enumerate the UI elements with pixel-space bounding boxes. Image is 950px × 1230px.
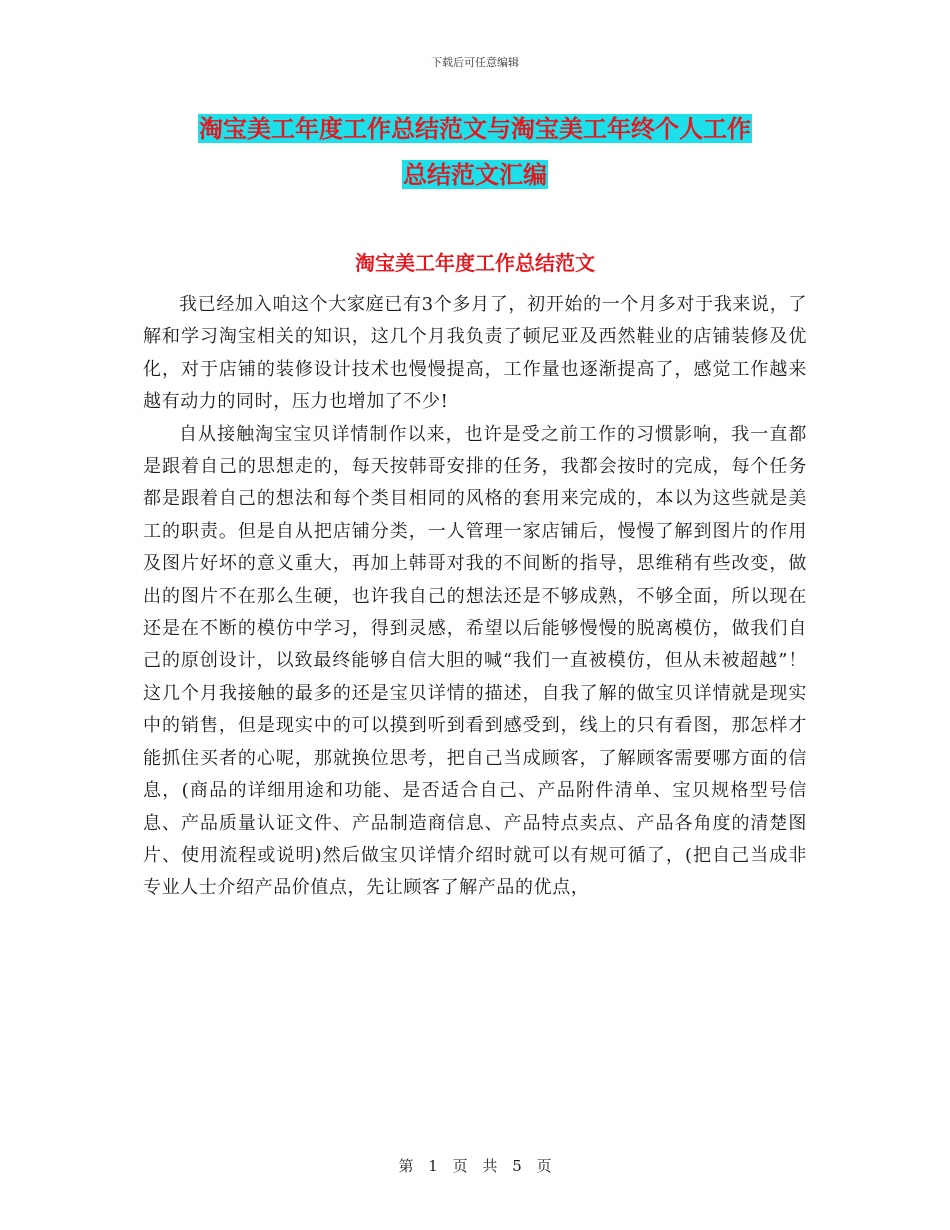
document-title-text-2: 总结范文汇编 [403,160,547,189]
footer-ye: 页 [452,1157,468,1175]
document-title-line-1 [0,112,950,145]
paragraph-1: 我已经加入咱这个大家庭已有3个多月了，初开始的一个月多对于我来说，了解和学习淘宝相关的知识，这几个月我负责了顿尼亚及西然鞋业的店铺装修及优化，对于店铺的装修设计技术也慢慢提高，工作量也逐渐提高了，感觉工作越来越有动力的同时，压力也增加了不少! [143,294,807,413]
section-title: 淘宝美工年度工作总结范文 [355,251,595,275]
document-title-text-1: 淘宝美工年度工作总结范文与淘宝美工年终个人工作 [199,114,751,143]
footer-ye-2: 页 [536,1157,552,1175]
footer-di: 第 [398,1157,414,1175]
footer-gong: 共 [482,1157,498,1175]
document-title-line-2 [0,158,950,191]
document-body [143,289,807,905]
page-number-total: 5 [512,1157,522,1175]
paragraph-2: 自从接触淘宝宝贝详情制作以来，也许是受之前工作的习惯影响，我一直都是跟着自己的思想走的，每天按韩哥安排的任务，我都会按时的完成，每个任务都是跟着自己的想法和每个类目相同的风格的套用来完成的，本以为这些就是美工的职责。但是自从把店铺分类，一人管理一家店铺后，慢慢了解到图片的作用及图片好坏的意义重大，再加上韩哥对我的不间断的指导，思维稍有些改变，做出的图片不在那么生硬，也许我自己的想法还是不够成熟，不够全面，所以现在还是在不断的模仿中学习，得到灵感，希望以后能够慢慢的脱离模仿，做我们自己的原创设计，以致最终能够自信大胆的喊“我们一直被模仿，但从未被超越”！这几个月我接触的最多的还是宝贝详情的描述，自我了解的做宝贝详情就是现实中的销售，但是现实中的可以摸到听到看到感受到，线上的只有看图，那怎样才能抓住买者的心呢，那就换位思考，把自己当成顾客，了解顾客需要哪方面的信息，(商品的详细用途和功能、是否适合自己、产品附件清单、宝贝规格型号信息、产品质量认证文件、产品制造商信息、产品特点卖点、产品各角度的清楚图片、使用流程或说明)然后做宝贝详情介绍时就可以有规可循了，(把自己当成非专业人士介绍产品价值点，先让顾客了解产品的优点， [143,423,807,899]
page-number-current: 1 [428,1157,438,1175]
header-note: 下载后可任意编辑 [431,56,519,69]
page-footer [0,1155,950,1176]
